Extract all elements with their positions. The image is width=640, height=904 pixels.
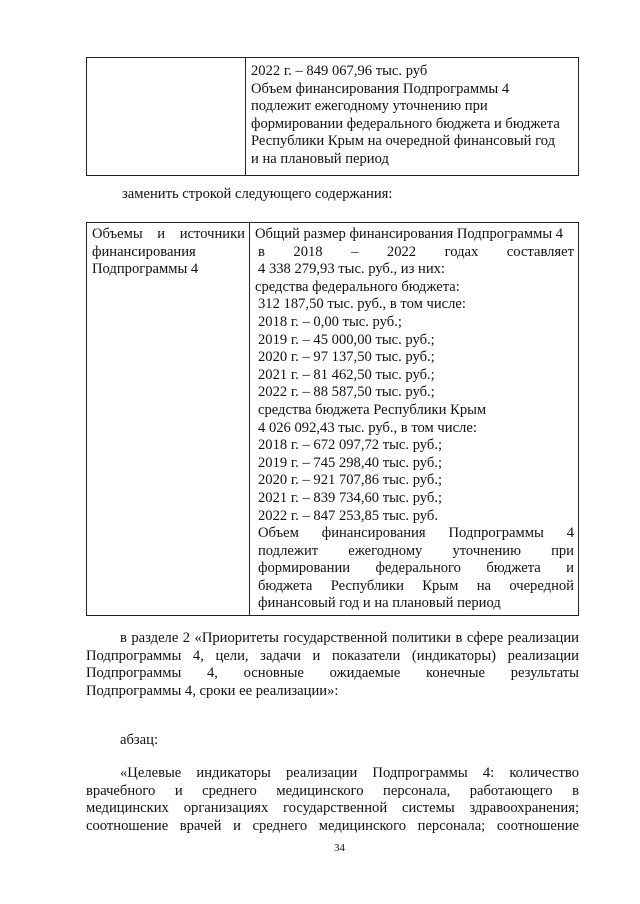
finance-line: 2018 г. – 0,00 тыс. руб.;	[258, 313, 402, 330]
finance-line: средства бюджета Республики Крым	[258, 401, 487, 418]
finance-line: 2020 г. – 97 137,50 тыс. руб.;	[258, 349, 435, 366]
new-table	[86, 222, 579, 616]
finance-line: 2019 г. – 45 000,00 тыс. руб.;	[258, 331, 435, 348]
section-line: в разделе 2 «Приоритеты государственной политики в сфере реализации	[120, 630, 579, 646]
page-number: 34	[334, 842, 345, 854]
finance-line: финансовый год и на плановый период	[258, 595, 501, 612]
finance-line: формировании федерального бюджета и	[258, 560, 574, 577]
quote-line: соотношение врачей и среднего медицинского персонала; соотношение	[86, 817, 579, 834]
top-line: Республики Крым на очередной финансовый год	[251, 133, 556, 150]
top-line: 2022 г. – 849 067,96 тыс. руб	[251, 63, 428, 79]
section-line: Подпрограммы 4, цели, задачи и показатели (индикаторы) реализации	[86, 647, 579, 664]
finance-line: 2021 г. – 81 462,50 тыс. руб.;	[258, 366, 435, 383]
finance-line: 2019 г. – 745 298,40 тыс. руб.;	[258, 454, 443, 471]
quote-paragraph	[86, 765, 579, 835]
finance-line: 2018 г. – 672 097,72 тыс. руб.;	[258, 437, 443, 454]
top-table	[86, 57, 579, 176]
section-paragraph	[86, 630, 579, 700]
top-line: Объем финансирования Подпрограммы 4	[251, 80, 510, 97]
finance-line: 312 187,50 тыс. руб., в том числе:	[258, 296, 466, 313]
finance-line: подлежит ежегодному уточнению при	[258, 542, 574, 559]
quote-line: «Целевые индикаторы реализации Подпрограммы 4: количество	[120, 765, 579, 781]
quote-line: медицинских организациях государственной системы здравоохранения;	[86, 800, 579, 817]
finance-line: Общий размер финансирования Подпрограммы 4	[255, 226, 564, 242]
finance-line: в 2018 – 2022 годах составляет	[258, 243, 574, 260]
finance-line: средства федерального бюджета:	[255, 278, 460, 295]
finance-line: 2021 г. – 839 734,60 тыс. руб.;	[258, 489, 443, 506]
finance-line: 4 026 092,43 тыс. руб., в том числе:	[258, 419, 477, 436]
top-table-left-cell	[87, 58, 246, 176]
top-line: подлежит ежегодному уточнению при	[251, 98, 488, 115]
section-line: Подпрограммы 4, сроки ее реализации»:	[86, 682, 339, 699]
finance-line: 2022 г. – 847 253,85 тыс. руб.	[258, 507, 438, 524]
abzac-label: абзац:	[120, 732, 159, 748]
left-line: финансирования	[92, 243, 196, 260]
finance-line: бюджета Республики Крым на очередной	[258, 577, 574, 594]
finance-line: 4 338 279,93 тыс. руб., из них:	[258, 261, 445, 278]
left-line: Подпрограммы 4	[92, 261, 199, 278]
top-line: формировании федерального бюджета и бюджета	[251, 115, 560, 132]
quote-line: врачебного и среднего медицинского персонала, работающего в	[86, 782, 579, 799]
finance-line: 2022 г. – 88 587,50 тыс. руб.;	[258, 384, 435, 401]
left-line: Объемы и источники	[92, 226, 245, 242]
replace-instruction: заменить строкой следующего содержания:	[122, 186, 393, 202]
finance-line: 2020 г. – 921 707,86 тыс. руб.;	[258, 472, 443, 489]
new-table-left-cell	[87, 223, 250, 616]
finance-line: Объем финансирования Подпрограммы 4	[258, 525, 574, 542]
new-table-right-cell	[250, 223, 579, 616]
top-line: и на плановый период	[251, 150, 389, 167]
section-line: Подпрограммы 4, основные ожидаемые конечные результаты	[86, 665, 579, 682]
top-table-right-cell	[246, 58, 579, 176]
